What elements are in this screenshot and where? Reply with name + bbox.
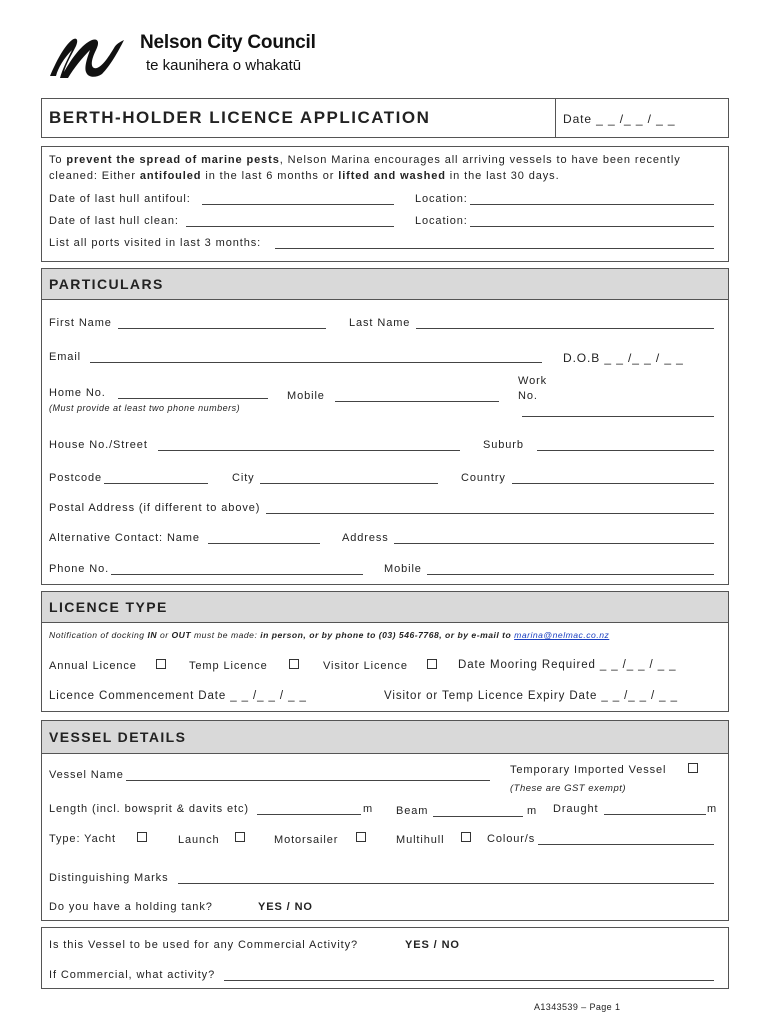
- alt-phone-label: Phone No.: [49, 563, 110, 575]
- country-label: Country: [461, 472, 506, 484]
- marks-label: Distinguishing Marks: [49, 872, 169, 884]
- marks-field[interactable]: [178, 883, 714, 884]
- temp-imported-checkbox[interactable]: [688, 763, 698, 773]
- mooring-date-field[interactable]: Date Mooring Required _ _ /_ _ / _ _: [458, 659, 677, 671]
- logo: [46, 30, 356, 82]
- motorsailer-checkbox[interactable]: [356, 832, 366, 842]
- alt-phone-field[interactable]: [111, 574, 363, 575]
- alt-contact-field[interactable]: [208, 543, 320, 544]
- commercial-activity-label: If Commercial, what activity?: [49, 969, 216, 981]
- beam-field[interactable]: [433, 816, 523, 817]
- nelson-logo-icon: [46, 32, 134, 80]
- temp-licence-label: Temp Licence: [189, 660, 268, 672]
- postal-address-label: Postal Address (if different to above): [49, 502, 261, 514]
- hull-clean-label: Date of last hull clean:: [49, 215, 179, 227]
- location-field-2[interactable]: [470, 226, 714, 227]
- marina-email-link[interactable]: marina@nelmac.co.nz: [514, 630, 610, 640]
- email-label: Email: [49, 351, 82, 363]
- draught-unit: m: [707, 803, 718, 815]
- commercial-yes-no[interactable]: YES / NO: [405, 939, 460, 951]
- alt-contact-label: Alternative Contact: Name: [49, 532, 200, 544]
- postcode-label: Postcode: [49, 472, 103, 484]
- multihull-checkbox[interactable]: [461, 832, 471, 842]
- email-field[interactable]: [90, 362, 542, 363]
- colour-label: Colour/s: [487, 833, 536, 845]
- dob-field[interactable]: D.O.B _ _ /_ _ / _ _: [563, 351, 684, 365]
- first-name-label: First Name: [49, 317, 112, 329]
- postal-address-field[interactable]: [266, 513, 714, 514]
- hull-clean-field[interactable]: [186, 226, 394, 227]
- form-title: BERTH-HOLDER LICENCE APPLICATION: [49, 108, 431, 127]
- length-field[interactable]: [257, 814, 361, 815]
- title-divider: [555, 98, 556, 138]
- vessel-name-label: Vessel Name: [49, 769, 124, 781]
- location-label-2: Location:: [415, 215, 468, 227]
- work-label: Work: [518, 375, 548, 387]
- licence-note: Notification of docking IN or OUT must be made: in person, or by phone to (03) 546-7768, or by e-mail to marina@nelmac.co.nz: [49, 630, 610, 640]
- org-name: Nelson City Council: [140, 32, 316, 53]
- vessel-name-field[interactable]: [126, 780, 490, 781]
- home-no-field[interactable]: [118, 398, 268, 399]
- suburb-label: Suburb: [483, 439, 524, 451]
- last-name-label: Last Name: [349, 317, 411, 329]
- commercial-activity-field[interactable]: [224, 980, 714, 981]
- suburb-field[interactable]: [537, 450, 714, 451]
- yacht-checkbox[interactable]: [137, 832, 147, 842]
- mobile-label: Mobile: [287, 390, 325, 402]
- last-name-field[interactable]: [416, 328, 714, 329]
- holding-tank-yes-no[interactable]: YES / NO: [258, 901, 313, 913]
- length-label: Length (incl. bowsprit & davits etc): [49, 803, 249, 815]
- motorsailer-label: Motorsailer: [274, 834, 339, 846]
- visitor-licence-label: Visitor Licence: [323, 660, 408, 672]
- draught-label: Draught: [553, 803, 599, 815]
- gst-note: (These are GST exempt): [510, 783, 627, 794]
- org-tagline: te kaunihera o whakatū: [146, 57, 302, 74]
- work-no-label: No.: [518, 390, 538, 402]
- length-unit: m: [363, 803, 374, 815]
- home-no-label: Home No.: [49, 387, 106, 399]
- holding-tank-label: Do you have a holding tank?: [49, 901, 213, 913]
- work-no-field[interactable]: [522, 416, 714, 417]
- intro-line-1: To prevent the spread of marine pests, Nelson Marina encourages all arriving vessels to have been recently: [49, 154, 681, 166]
- colour-field[interactable]: [538, 844, 714, 845]
- postcode-field[interactable]: [104, 483, 208, 484]
- ports-label: List all ports visited in last 3 months:: [49, 237, 262, 249]
- country-field[interactable]: [512, 483, 714, 484]
- multihull-label: Multihull: [396, 834, 445, 846]
- mobile-field[interactable]: [335, 401, 499, 402]
- alt-address-label: Address: [342, 532, 389, 544]
- vessel-header: VESSEL DETAILS: [41, 720, 729, 754]
- location-field-1[interactable]: [470, 204, 714, 205]
- location-label-1: Location:: [415, 193, 468, 205]
- beam-label: Beam: [396, 805, 429, 817]
- house-street-field[interactable]: [158, 450, 460, 451]
- first-name-field[interactable]: [118, 328, 326, 329]
- expiry-date-field[interactable]: Visitor or Temp Licence Expiry Date _ _ /_ _ / _ _: [384, 690, 678, 702]
- alt-mobile-label: Mobile: [384, 563, 422, 575]
- house-street-label: House No./Street: [49, 439, 148, 451]
- beam-unit: m: [527, 805, 538, 817]
- launch-label: Launch: [178, 834, 220, 846]
- commercial-label: Is this Vessel to be used for any Commercial Activity?: [49, 939, 359, 951]
- annual-licence-checkbox[interactable]: [156, 659, 166, 669]
- commencement-date-field[interactable]: Licence Commencement Date _ _ /_ _ / _ _: [49, 690, 307, 702]
- ports-field[interactable]: [275, 248, 714, 249]
- phone-note: (Must provide at least two phone numbers): [49, 403, 241, 413]
- launch-checkbox[interactable]: [235, 832, 245, 842]
- city-field[interactable]: [260, 483, 438, 484]
- alt-mobile-field[interactable]: [427, 574, 714, 575]
- licence-header: LICENCE TYPE: [41, 591, 729, 623]
- temp-imported-label: Temporary Imported Vessel: [510, 764, 667, 776]
- footer-ref: A1343539 – Page 1: [534, 1002, 621, 1012]
- city-label: City: [232, 472, 255, 484]
- draught-field[interactable]: [604, 814, 706, 815]
- temp-licence-checkbox[interactable]: [289, 659, 299, 669]
- hull-antifoul-label: Date of last hull antifoul:: [49, 193, 191, 205]
- particulars-header: PARTICULARS: [41, 268, 729, 300]
- date-field[interactable]: Date _ _ /_ _ / _ _: [563, 112, 676, 126]
- type-yacht-label: Type: Yacht: [49, 833, 116, 845]
- intro-line-2: cleaned: Either antifouled in the last 6 months or lifted and washed in the last 30 days.: [49, 170, 560, 182]
- annual-licence-label: Annual Licence: [49, 660, 137, 672]
- visitor-licence-checkbox[interactable]: [427, 659, 437, 669]
- alt-address-field[interactable]: [394, 543, 714, 544]
- hull-antifoul-field[interactable]: [202, 204, 394, 205]
